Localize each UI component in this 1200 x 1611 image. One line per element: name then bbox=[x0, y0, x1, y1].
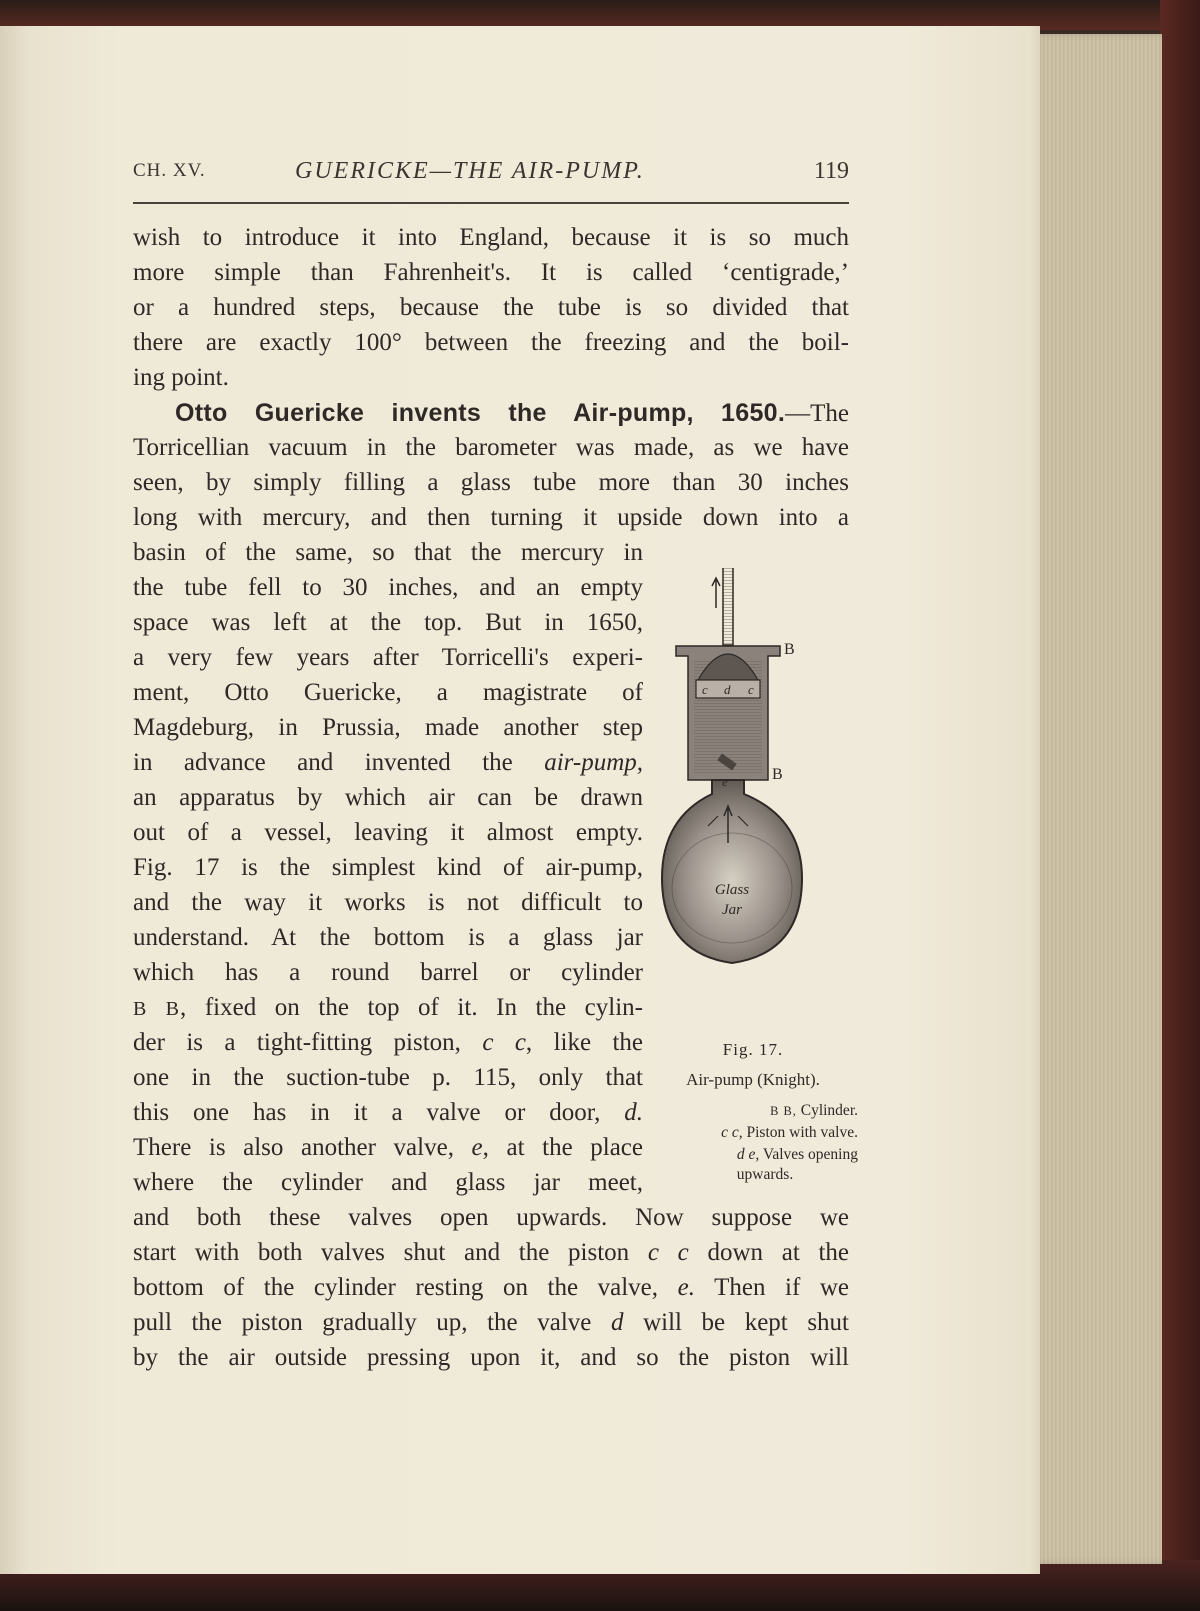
italic-term: c c bbox=[647, 1239, 689, 1266]
figure-key-1 bbox=[648, 1102, 858, 1120]
italic-term: d. bbox=[624, 1099, 644, 1126]
label-c-left: c bbox=[702, 682, 708, 697]
figure-caption-title: Fig. 17. bbox=[722, 1040, 784, 1059]
text-fragment: pull the piston gradually up, the valve bbox=[133, 1309, 592, 1336]
text-line: the tube fell to 30 inches, and an empty bbox=[133, 574, 643, 601]
figure-key-3-cont: upwards. bbox=[736, 1166, 794, 1183]
text-fragment: down at the bbox=[707, 1239, 850, 1266]
label-b-top: B bbox=[784, 641, 795, 658]
italic-term: air-pump, bbox=[544, 749, 644, 776]
text-line: which has a round barrel or cylinder bbox=[133, 959, 643, 986]
section-heading: Otto Guericke invents the Air-pump, 1650. bbox=[175, 399, 786, 427]
text-fragment: in advance and invented the bbox=[133, 749, 513, 776]
section-heading-line bbox=[175, 395, 849, 431]
key-text: Cylinder. bbox=[800, 1102, 858, 1119]
text-line: Magdeburg, in Prussia, made another step bbox=[133, 714, 643, 741]
text-fragment: There is also another valve, bbox=[133, 1134, 454, 1161]
label-e: e bbox=[722, 774, 728, 789]
text-fragment: , like the bbox=[525, 1029, 643, 1056]
text-line bbox=[133, 1025, 643, 1061]
italic-term: d bbox=[610, 1309, 624, 1336]
text-line: more simple than Fahrenheit's. It is called ‘centigrade,’ bbox=[133, 259, 849, 286]
text-line: and both these valves open upwards. Now suppose we bbox=[133, 1204, 849, 1231]
text-line: and the way it works is not difficult to bbox=[133, 889, 643, 916]
text-line bbox=[133, 1130, 643, 1166]
jar-label-line-1: Glass bbox=[714, 882, 750, 898]
figure-key-2 bbox=[648, 1124, 858, 1142]
text-fragment: Then if we bbox=[714, 1274, 849, 1301]
text-line: understand. At the bottom is a glass jar bbox=[133, 924, 643, 951]
jar-label-line-2: Jar bbox=[722, 902, 742, 918]
text-line: wish to introduce it into England, because it is so much bbox=[133, 224, 849, 251]
header-rule bbox=[133, 202, 849, 204]
running-header bbox=[133, 158, 849, 192]
italic-term: c c bbox=[482, 1029, 526, 1056]
text-fragment: —The bbox=[785, 400, 849, 427]
glass-jar bbox=[662, 780, 802, 963]
key-letters: B B, bbox=[770, 1104, 797, 1118]
label-c-right: c bbox=[748, 682, 754, 697]
text-fragment: der is a tight-fitting piston, bbox=[133, 1029, 461, 1056]
key-letters: c c, bbox=[721, 1124, 743, 1141]
text-line: where the cylinder and glass jar meet, bbox=[133, 1169, 643, 1196]
label-d: d bbox=[724, 682, 731, 697]
text-line: there are exactly 100° between the freezing and the boil- bbox=[133, 329, 849, 356]
text-line bbox=[133, 990, 643, 1026]
text-fragment: , fixed on the top of it. In the cylin- bbox=[180, 994, 643, 1021]
text-line: ment, Otto Guericke, a magistrate of bbox=[133, 679, 643, 706]
italic-term: e bbox=[471, 1134, 483, 1161]
figure-key-3 bbox=[648, 1146, 858, 1164]
text-line: an apparatus by which air can be drawn bbox=[133, 784, 643, 811]
up-arrow-icon bbox=[712, 578, 720, 608]
page-edges bbox=[1030, 34, 1162, 1564]
italic-term: e. bbox=[677, 1274, 695, 1301]
text-line bbox=[133, 1305, 849, 1341]
text-line: seen, by simply filling a glass tube more than 30 inches bbox=[133, 469, 849, 496]
piston-rod bbox=[723, 568, 733, 645]
text-line: long with mercury, and then turning it upside down into a bbox=[133, 504, 849, 531]
page-number: 119 bbox=[813, 158, 849, 184]
text-line: a very few years after Torricelli's experi- bbox=[133, 644, 643, 671]
key-text: Piston with valve. bbox=[746, 1124, 858, 1141]
key-text: Valves opening bbox=[762, 1146, 858, 1163]
text-line bbox=[133, 1095, 643, 1131]
text-line: space was left at the top. But in 1650, bbox=[133, 609, 643, 636]
text-line bbox=[133, 1235, 849, 1271]
label-b-bottom: B bbox=[772, 766, 783, 783]
key-letters: d e, bbox=[736, 1146, 760, 1163]
text-line: Fig. 17 is the simplest kind of air-pump, bbox=[133, 854, 643, 881]
text-line: out of a vessel, leaving it almost empty. bbox=[133, 819, 643, 846]
text-fragment: start with both valves shut and the piston bbox=[133, 1239, 630, 1266]
text-fragment: will be kept shut bbox=[643, 1309, 850, 1336]
small-caps-term: B B bbox=[133, 998, 181, 1020]
text-fragment: bottom of the cylinder resting on the valve, bbox=[133, 1274, 659, 1301]
figure-caption-subtitle: Air-pump (Knight). bbox=[686, 1070, 820, 1089]
text-line: basin of the same, so that the mercury in bbox=[133, 539, 643, 566]
text-fragment: this one has in it a valve or door, bbox=[133, 1099, 601, 1126]
text-line: by the air outside pressing upon it, and so the piston will bbox=[133, 1344, 849, 1371]
text-line: ing point. bbox=[133, 364, 229, 391]
air-pump-illustration bbox=[652, 568, 852, 1038]
text-line: one in the suction-tube p. 115, only that bbox=[133, 1064, 643, 1091]
text-line bbox=[133, 1270, 849, 1306]
chapter-label: CH. XV. bbox=[133, 160, 206, 181]
running-title: GUERICKE—THE AIR-PUMP. bbox=[295, 158, 645, 184]
book-cover-right-edge bbox=[1160, 0, 1200, 1611]
text-fragment: , at the place bbox=[482, 1134, 643, 1161]
text-line: or a hundred steps, because the tube is so divided that bbox=[133, 294, 849, 321]
text-line: Torricellian vacuum in the barometer was made, as we have bbox=[133, 434, 849, 461]
text-line bbox=[133, 745, 643, 781]
